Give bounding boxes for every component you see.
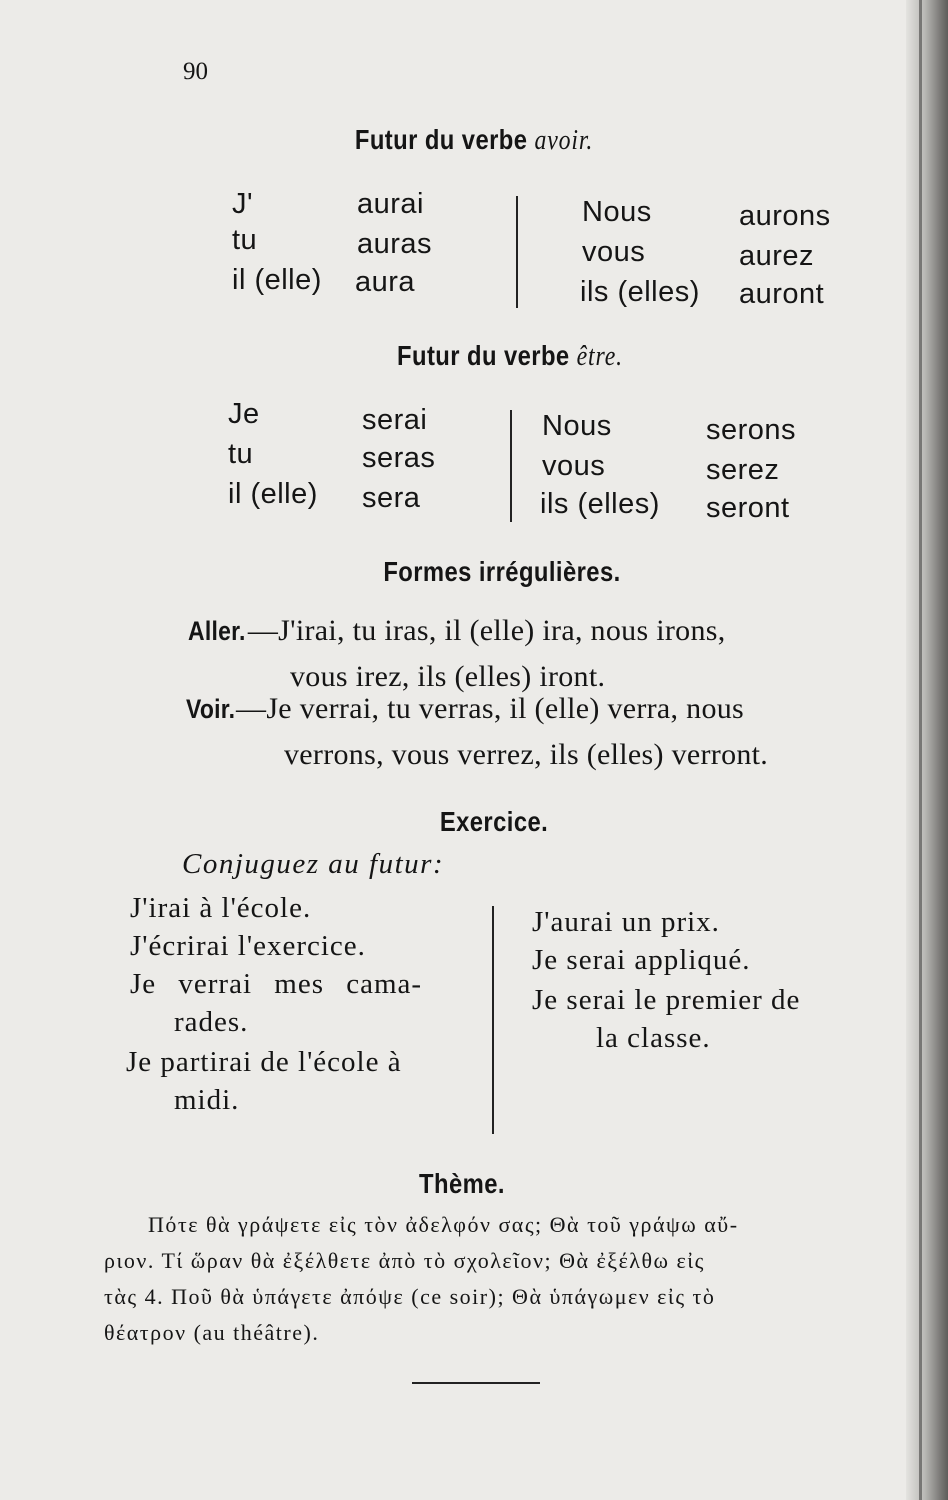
heading-theme: Thème. [419,1168,505,1199]
etre-form-1: serai [362,404,428,436]
avoir-form-2: auras [357,228,433,260]
exercice-left-line-6: midi. [174,1084,240,1116]
etre-pronoun-2: tu [228,438,254,470]
voir-line-1 [186,692,744,726]
avoir-pronoun-3: il (elle) [232,264,322,296]
heading-futur-etre-end: . [616,341,623,372]
etre-form-3: sera [362,482,421,514]
avoir-form-4: aurons [739,200,831,232]
etre-column-divider [510,410,512,522]
etre-pronoun-3: il (elle) [228,478,318,510]
etre-form-6: seront [706,492,790,524]
exercice-instruction: Conjuguez au futur: [182,848,445,880]
heading-futur-etre-verb: être [576,341,617,372]
etre-form-2: seras [362,442,436,474]
exercice-right-line-1: J'aurai un prix. [532,906,720,938]
theme-line-2: ριον. Τί ὥραν θὰ ἐξέλθετε ἀπὸ τὸ σχολεῖον; Θὰ ἐξέλθω εἰς [104,1248,705,1273]
heading-futur-avoir-end: . [586,125,594,156]
aller-line-1 [188,614,726,648]
aller-line-2: vous irez, ils (elles) iront. [290,660,606,693]
avoir-form-1: aurai [357,188,424,220]
avoir-pronoun-5: vous [582,236,646,268]
exercice-right-line-4: la classe. [596,1022,711,1054]
page-number: 90 [183,58,208,85]
theme-line-1: Πότε θὰ γράψετε εἰς τὸν ἀδελφόν σας; Θὰ τοῦ γράψω αὔ- [148,1212,739,1237]
avoir-form-5: aurez [739,240,815,272]
etre-pronoun-6: ils (elles) [540,488,660,520]
heading-exercice: Exercice. [439,806,549,837]
voir-text-1: —Je verrai, tu verras, il (elle) verra, nous [236,692,745,725]
binding-edge [919,0,922,1500]
voir-label: Voir. [186,694,236,724]
voir-line-2: verrons, vous verrez, ils (elles) verront. [284,738,769,771]
exercice-left-line-4: rades. [174,1006,249,1038]
aller-label: Aller. [188,616,246,646]
book-spine-shadow [906,0,948,1500]
exercice-left-line-1: J'irai à l'école. [130,892,312,924]
avoir-pronoun-2: tu [232,224,258,256]
exercice-right-line-2: Je serai appliqué. [532,944,751,976]
exercice-right-line-3: Je serai le premier de [532,984,801,1016]
heading-futur-etre [107,340,913,373]
closing-rule [412,1382,540,1384]
heading-futur-avoir-prefix: Futur du verbe [354,124,528,155]
avoir-column-divider [516,196,518,308]
etre-pronoun-5: vous [542,450,606,482]
etre-pronoun-1: Je [228,398,260,430]
exercice-left-line-2: J'écrirai l'exercice. [130,930,366,962]
theme-line-4: θέατρον (au théâtre). [104,1320,320,1345]
exercice-left-line-3: Je verrai mes cama- [130,968,423,1000]
etre-form-5: serez [706,454,780,486]
exercice-column-divider [492,906,494,1134]
avoir-pronoun-1: J' [232,188,254,220]
avoir-pronoun-6: ils (elles) [580,276,700,308]
heading-formes-irregulieres: Formes irrégulières. [383,556,621,587]
avoir-pronoun-4: Nous [582,196,652,228]
theme-line-3: τὰς 4. Ποῦ θὰ ὑπάγετε ἀπόψε (ce soir); Θὰ ὑπάγωμεν εἰς τὸ [104,1284,716,1309]
avoir-form-6: auront [739,278,825,310]
heading-futur-etre-prefix: Futur du verbe [397,340,570,371]
heading-futur-avoir [71,124,877,157]
etre-pronoun-4: Nous [542,410,612,442]
avoir-form-3: aura [355,266,416,298]
exercice-left-line-5: Je partirai de l'école à [126,1046,402,1078]
etre-form-4: serons [706,414,797,446]
heading-futur-avoir-verb: avoir [534,125,587,156]
aller-text-1: —J'irai, tu iras, il (elle) ira, nous irons, [247,614,726,647]
